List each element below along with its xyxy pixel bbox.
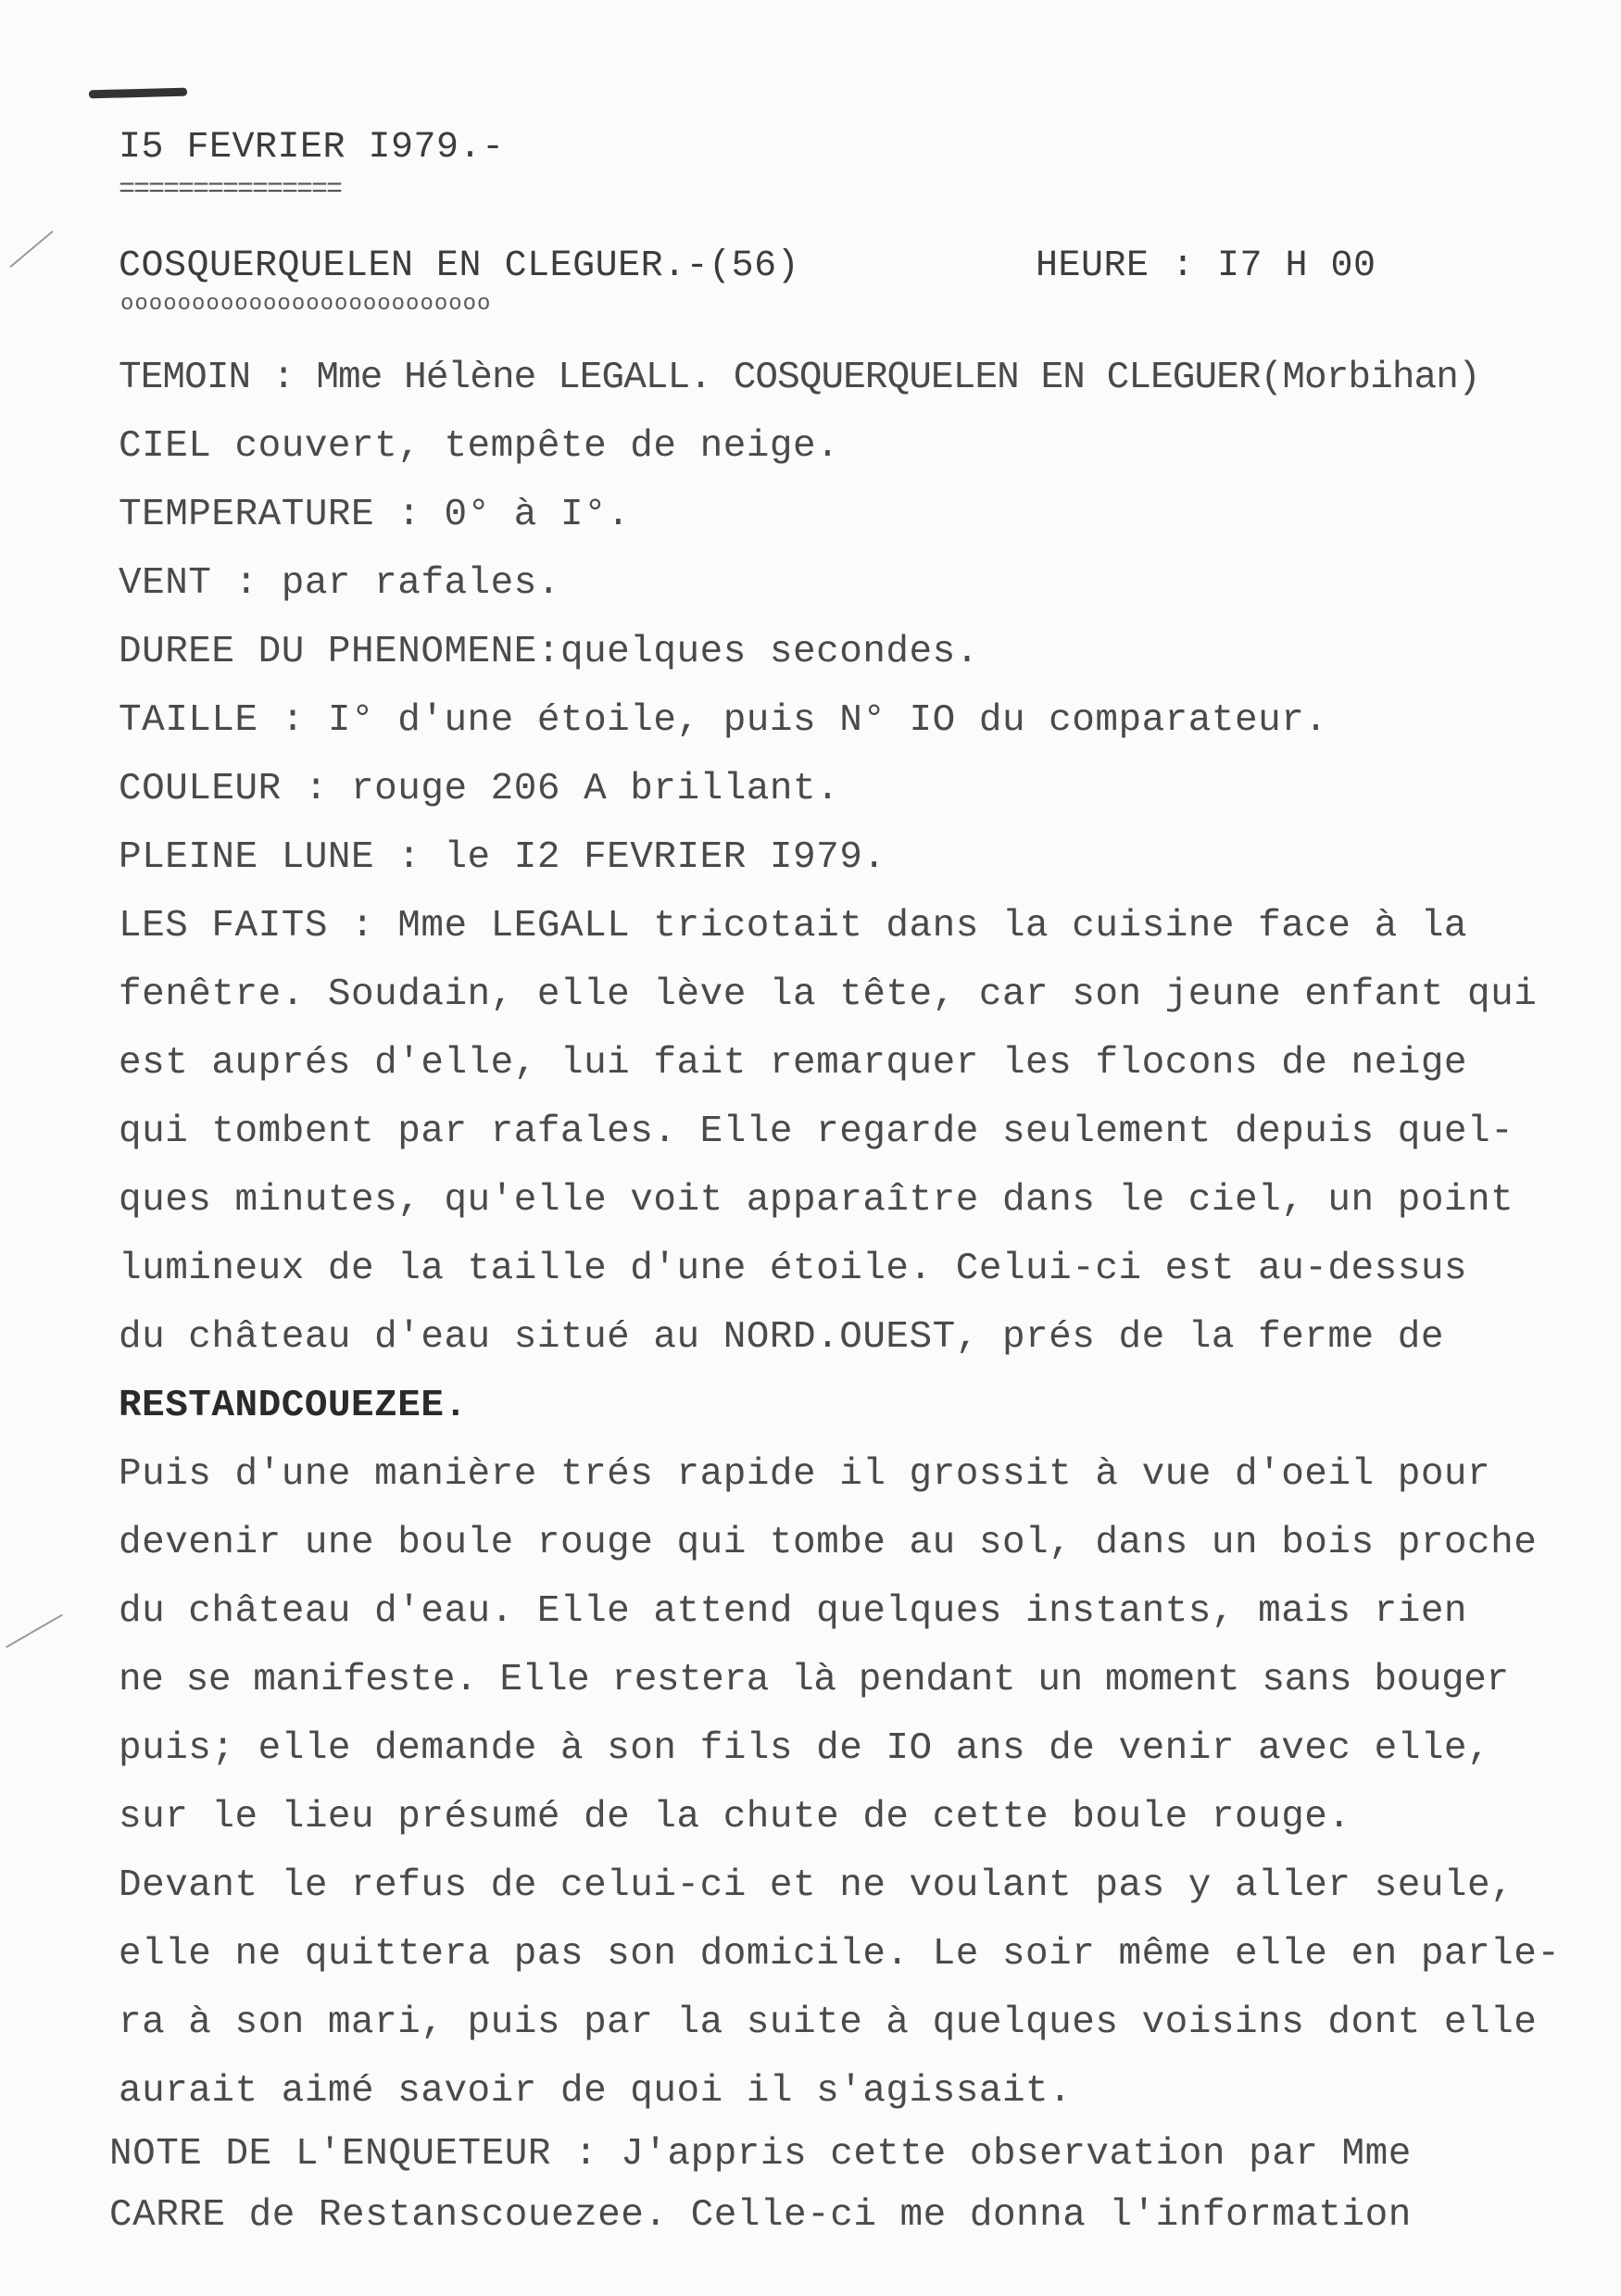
color-line: COULEUR : rouge 206 A brillant. [119,768,840,810]
witness-line: TEMOIN : Mme Hélène LEGALL. COSQUERQUELEN EN CLEGUER(Morbihan) [119,357,1480,399]
margin-scratch [6,1614,63,1649]
margin-scratch [9,231,53,268]
report-location: COSQUERQUELEN EN CLEGUER.-(56) [119,245,800,287]
body-line: du château d'eau situé au NORD.OUEST, prés de la ferme de [119,1316,1444,1359]
date-underline: =============== [119,174,342,206]
body-line: RESTANDCOUEZEE. [119,1385,468,1427]
body-line: est auprés d'elle, lui fait remarquer les flocons de neige [119,1042,1468,1085]
wind-line: VENT : par rafales. [119,562,560,605]
body-line: lumineux de la taille d'une étoile. Celui-ci est au-dessus [119,1248,1468,1290]
body-line: Devant le refus de celui-ci et ne voulant pas y aller seule, [119,1864,1514,1907]
body-line: fenêtre. Soudain, elle lève la tête, car son jeune enfant qui [119,973,1538,1016]
body-line: devenir une boule rouge qui tombe au sol, dans un bois proche [119,1522,1538,1564]
body-line: aurait aimé savoir de quoi il s'agissait. [119,2070,1073,2113]
full-moon-line: PLEINE LUNE : le I2 FEVRIER I979. [119,836,886,879]
body-line: qui tombent par rafales. Elle regarde seulement depuis quel- [119,1110,1514,1153]
body-line: ques minutes, qu'elle voit apparaître dans le ciel, un point [119,1179,1514,1222]
temperature-line: TEMPERATURE : 0° à I°. [119,494,631,536]
body-line: puis; elle demande à son fils de IO ans de venir avec elle, [119,1727,1491,1770]
body-line: du château d'eau. Elle attend quelques instants, mais rien [119,1590,1468,1633]
ink-dash-mark [89,88,187,99]
duration-line: DUREE DU PHENOMENE:quelques secondes. [119,631,979,673]
report-time: HEURE : I7 H 00 [1036,245,1376,287]
investigator-note-line: NOTE DE L'ENQUETEUR : J'appris cette observation par Mme [109,2133,1412,2176]
sky-line: CIEL couvert, tempête de neige. [119,425,840,468]
report-date: I5 FEVRIER I979.- [119,127,505,169]
facts-line: LES FAITS : Mme LEGALL tricotait dans la cuisine face à la [119,905,1468,947]
body-line: sur le lieu présumé de la chute de cette boule rouge. [119,1796,1351,1838]
body-line: ne se manifeste. Elle restera là pendant un moment sans bouger [119,1659,1509,1701]
body-line: elle ne quittera pas son domicile. Le soir même elle en parle- [119,1933,1561,1976]
investigator-note-line: CARRE de Restanscouezee. Celle-ci me donna l'information [109,2194,1412,2237]
body-line: ra à son mari, puis par la suite à quelques voisins dont elle [119,2001,1538,2044]
body-line: Puis d'une manière trés rapide il grossit à vue d'oeil pour [119,1453,1491,1496]
location-underline: oooooooooooooooooooooooooo [120,292,492,317]
size-line: TAILLE : I° d'une étoile, puis N° IO du comparateur. [119,699,1328,742]
